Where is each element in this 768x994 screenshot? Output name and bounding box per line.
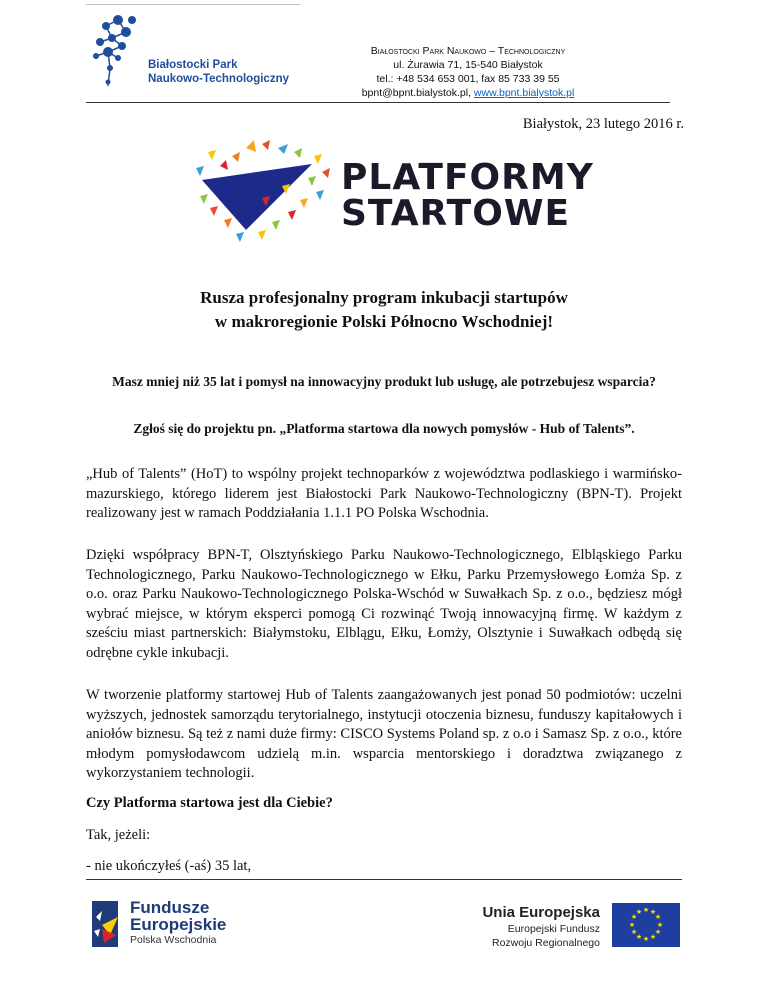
header-top-rule	[86, 4, 300, 5]
title-line-2: w makroregionie Polski Północno Wschodniej!	[214, 312, 554, 331]
footer-rule	[86, 879, 682, 880]
paragraph-3: W tworzenie platformy startowej Hub of Talents zaangażowanych jest ponad 50 podmiotów: uczelni wyższych, jednostek samorządu terytorialnego, instytucji otoczenia biznesu, funduszy kapitałowych i aniołów biznesu. Są też z nami duże firmy: CISCO Systems Poland sp. z o.o i Samasz Sp. z o.o., które młodym pomysłodawcom udzielą m.in. wsparcia mentorskiego i doradztwa związanego z wykorzystaniem technologii.	[86, 687, 682, 781]
phone-fax: tel.: +48 534 653 001, fax 85 733 39 55	[376, 73, 560, 85]
svg-text:★: ★	[642, 935, 650, 943]
header-rule	[86, 102, 670, 103]
bpnt-logo-line-2: Naukowo-Technologiczny	[148, 73, 289, 85]
bpnt-logo	[88, 12, 318, 97]
fe-star-icon	[88, 895, 126, 951]
fundusze-europejskie-logo	[88, 895, 288, 955]
bullet-item: - nie ukończyłeś (-aś) 35 lat,	[86, 858, 252, 874]
svg-text:★: ★	[642, 906, 650, 914]
svg-text:★: ★	[635, 933, 643, 941]
bpnt-logo-text	[148, 58, 289, 86]
program-logo-line-2: STARTOWE	[341, 193, 571, 234]
ue-line-2: Europejski Fundusz	[507, 923, 600, 935]
bpnt-molecule-icon	[88, 12, 148, 92]
website-link[interactable]: www.bpnt.bialystok.pl	[473, 87, 575, 99]
contact-block	[318, 44, 618, 100]
document-date: Białystok, 23 lutego 2016 r.	[522, 116, 684, 132]
fe-text	[130, 899, 226, 947]
fe-line-2: Europejskie	[130, 915, 227, 934]
platformy-startowe-logo	[196, 138, 594, 244]
confetti-triangles-icon	[196, 138, 336, 244]
fe-line-3: Polska Wschodnia	[130, 934, 217, 946]
program-logo-line-1: PLATFORMY	[341, 157, 594, 198]
call-to-action: Zgłoś się do projektu pn. „Platforma startowa dla nowych pomysłów - Hub of Talents”.	[133, 421, 635, 436]
svg-text:★: ★	[654, 913, 662, 921]
svg-text:★: ★	[628, 921, 636, 929]
org-name: Białostocki Park Naukowo – Technologiczny	[370, 45, 566, 57]
section-heading: Czy Platforma startowa jest dla Ciebie?	[86, 795, 333, 811]
svg-text:★: ★	[630, 928, 638, 936]
eu-flag-icon	[612, 903, 680, 947]
ue-text	[478, 903, 600, 950]
question-text: Masz mniej niż 35 lat i pomysł na innowacyjny produkt lub usługę, ale potrzebujesz wsparcia?	[112, 374, 656, 389]
svg-text:★: ★	[635, 908, 643, 916]
email-website-line	[318, 86, 618, 100]
title-line-1: Rusza profesjonalny program inkubacji startupów	[200, 288, 568, 307]
address: ul. Żurawia 71, 15-540 Białystok	[393, 59, 543, 71]
ue-line-3: Rozwoju Regionalnego	[492, 937, 600, 949]
svg-text:★: ★	[654, 928, 662, 936]
svg-text:★: ★	[649, 908, 657, 916]
svg-text:★: ★	[649, 933, 657, 941]
svg-text:★: ★	[630, 913, 638, 921]
ue-line-1: Unia Europejska	[482, 904, 600, 921]
document-title	[86, 286, 682, 334]
email: bpnt@bpnt.bialystok.pl,	[361, 87, 474, 99]
fe-line-1: Fundusze	[130, 898, 210, 917]
paragraph-2: Dzięki współpracy BPN-T, Olsztyńskiego Parku Naukowo-Technologicznego, Elbląskiego Parku Technologicznego, Parku Naukowo-Technologicznego w Ełku, Parku Przemysłowego Łomża Sp. z o.o. oraz Parku Naukowo-Technologicznego Polska-Wschód w Suwałkach Sp. z o.o., będziesz mógł wybrać miejsce, w którym eksperci pomogą Ci rozwinąć Twoją innowacyjną firmę. W każdym z sześciu miast partnerskich: Białymstoku, Elblągu, Ełku, Łomży, Olsztynie i Suwałkach odbędą się odrębne cykle inkubacji.	[86, 547, 682, 661]
paragraph-1: „Hub of Talents” (HoT) to wspólny projekt technoparków z województwa podlaskiego i warmińsko-mazurskiego, którego liderem jest Białostocki Park Naukowo-Technologiczny (BPN-T). Projekt realizowany jest w ramach Poddziałania 1.1.1 PO Polska Wschodnia.	[86, 466, 682, 521]
intro-text: Tak, jeżeli:	[86, 827, 151, 843]
svg-text:★: ★	[656, 921, 664, 929]
bpnt-logo-line-1: Białostocki Park	[148, 59, 238, 71]
